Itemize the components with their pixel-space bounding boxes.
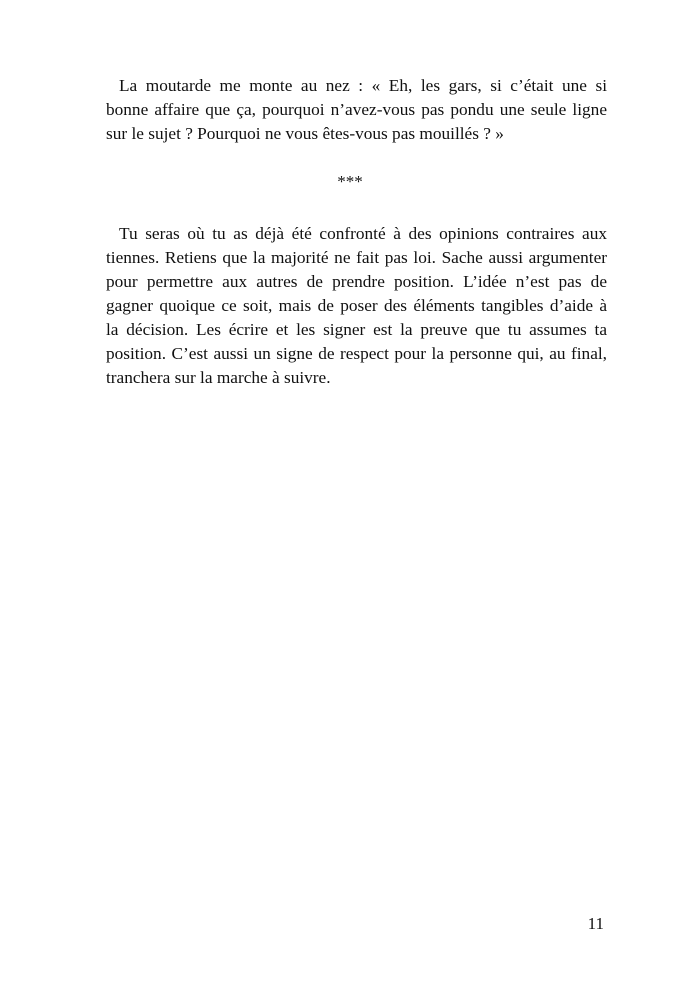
text-line: La moutarde me monte au nez : « Eh, les gars, si c’était une si	[119, 76, 607, 95]
text-line: gagner quoique ce soit, mais de poser des éléments tangibles d’aide à	[106, 296, 607, 315]
section-separator: ***	[337, 172, 363, 191]
text-line: position. C’est aussi un signe de respect pour la personne qui, au final,	[106, 344, 607, 363]
text-line: bonne affaire que ça, pourquoi n’avez-vous pas pondu une seule ligne	[106, 100, 607, 119]
page-number: 11	[587, 914, 604, 933]
text-line: Tu seras où tu as déjà été confronté à des opinions contraires aux	[119, 224, 607, 243]
text-line: tranchera sur la marche à suivre.	[106, 368, 331, 387]
text-line: pour permettre aux autres de prendre position. L’idée n’est pas de	[106, 272, 607, 291]
text-line: la décision. Les écrire et les signer est la preuve que tu assumes ta	[106, 320, 607, 339]
text-line: tiennes. Retiens que la majorité ne fait pas loi. Sache aussi argumenter	[106, 248, 607, 267]
text-line: sur le sujet ? Pourquoi ne vous êtes-vous pas mouillés ? »	[106, 124, 504, 143]
paragraph-1	[106, 74, 607, 146]
paragraph-2	[106, 222, 607, 390]
